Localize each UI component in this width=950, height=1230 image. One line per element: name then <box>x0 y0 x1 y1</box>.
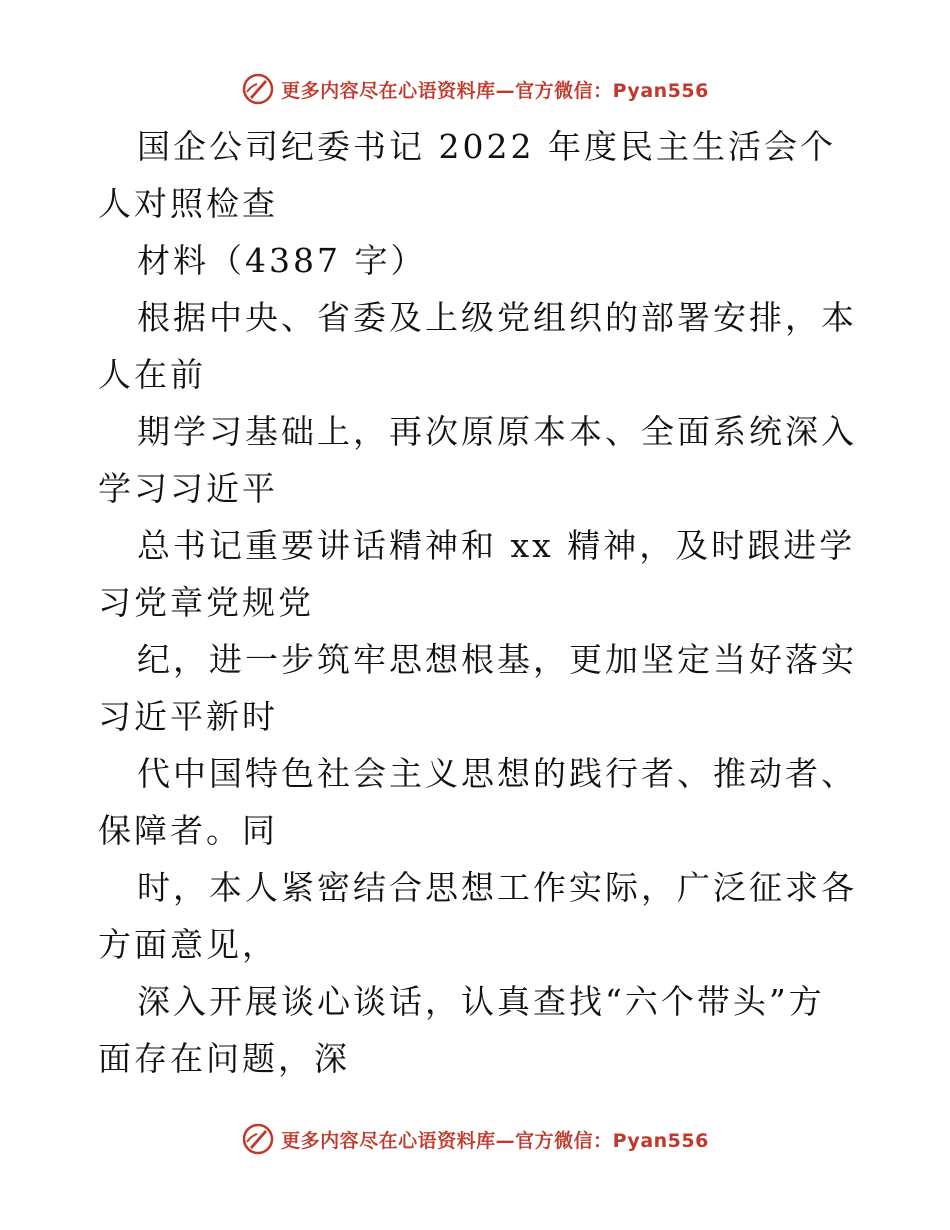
body-paragraph: 根据中央、省委及上级党组织的部署安排，本人在前 <box>98 298 857 394</box>
watermark-text: 更多内容尽在心语资料库—官方微信：Pyan556 <box>281 79 709 102</box>
document-body <box>98 118 858 1087</box>
doc-title-paragraph: 国企公司纪委书记 2022 年度民主生活会个人对照检查 <box>98 127 836 223</box>
body-paragraph: 期学习基础上，再次原原本本、全面系统深入学习习近平 <box>98 412 857 508</box>
quill-logo-icon <box>241 1122 275 1156</box>
doc-subtitle-paragraph: 材料（4387 字） <box>137 241 427 280</box>
body-paragraph: 代中国特色社会主义思想的践行者、推动者、保障者。同 <box>98 754 857 850</box>
footer-watermark <box>0 1122 950 1156</box>
quill-logo-icon <box>241 72 275 106</box>
body-paragraph: 纪，进一步筑牢思想根基，更加坚定当好落实习近平新时 <box>98 640 857 736</box>
body-paragraph: 总书记重要讲话精神和 xx 精神，及时跟进学习党章党规党 <box>98 526 856 622</box>
body-paragraph: 时，本人紧密结合思想工作实际，广泛征求各方面意见， <box>98 868 857 964</box>
header-watermark <box>0 72 950 106</box>
watermark-text: 更多内容尽在心语资料库—官方微信：Pyan556 <box>281 1129 709 1152</box>
body-paragraph: 深入开展谈心谈话，认真查找“六个带头”方面存在问题，深 <box>98 982 825 1078</box>
